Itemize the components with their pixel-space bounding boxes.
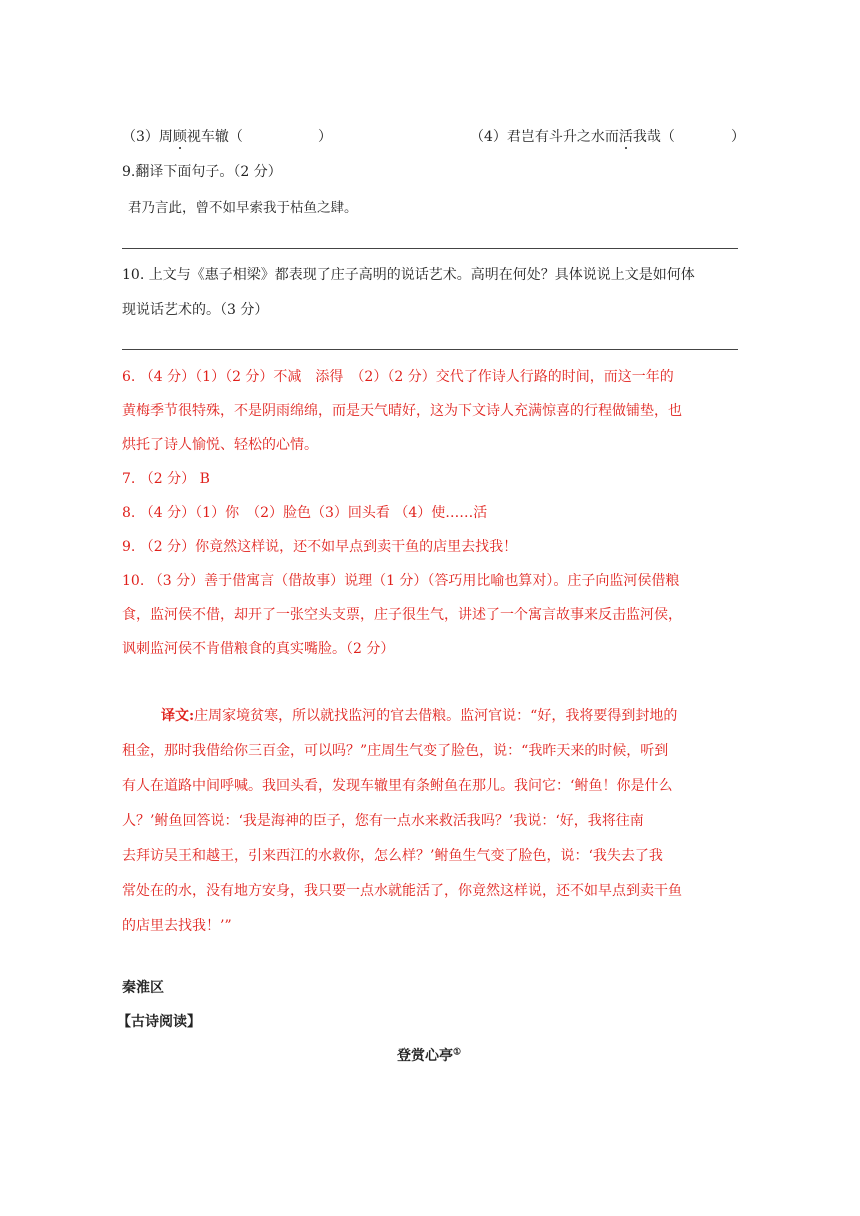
q8-4-dotted-char: 活 [618, 129, 633, 145]
answer-line-10 [122, 349, 738, 350]
poem-title-text: 登赏心亭 [397, 1048, 453, 1064]
translation-line-5: 去拜访吴王和越王，引来西江的水救你，怎么样？’鲋鱼生气变了脸色，说：‘我失去了我 [122, 848, 663, 864]
question-8-3 [122, 128, 243, 146]
q8-4-text-post: 我哉（ [632, 129, 675, 145]
poem-title [397, 1047, 461, 1065]
footnote-mark: ① [453, 1047, 462, 1058]
answer-6-line-3: 烘托了诗人愉悦、轻松的心情。 [122, 437, 318, 453]
translation-text-1: 庄周家境贫寒，所以就找监河的官去借粮。监河官说：“好，我将要得到封地的 [194, 708, 678, 724]
q8-3-dotted-char: 顾 [172, 129, 187, 145]
translation-line-6: 常处在的水，没有地方安身，我只要一点水就能活了，你竟然这样说，还不如早点到卖干鱼 [122, 883, 682, 899]
answer-line-9 [122, 248, 738, 249]
answer-10-line-2: 食，监河侯不借，却开了一张空头支票，庄子很生气，讲述了一个寓言故事来反击监河侯， [122, 607, 682, 623]
answer-6-line-2: 黄梅季节很特殊，不是阴雨绵绵，而是天气晴好，这为下文诗人充满惊喜的行程做铺垫，也 [122, 403, 682, 419]
q8-4-close-paren: ） [731, 129, 745, 145]
q8-3-text-post: 视车辙（ [186, 129, 243, 145]
translation-line-4: 人？’鲋鱼回答说：‘我是海神的臣子，您有一点水来救活我吗？’我说：‘好，我将往南 [122, 813, 644, 829]
translation-line-1 [161, 707, 677, 725]
answer-6-line-1: 6. （4 分）（1）（2 分）不减 添得 （2）（2 分）交代了作诗人行路的时间，而这一年的 [122, 369, 674, 385]
question-9-title: 9.翻译下面句子。（2 分） [122, 164, 282, 180]
q8-3-text-pre: （3）周 [122, 129, 173, 145]
question-10-line-2: 现说话艺术的。（3 分） [122, 302, 269, 318]
translation-label: 译文: [161, 708, 195, 724]
answer-10-line-1: 10. （3 分）善于借寓言（借故事）说理（1 分）（答巧用比喻也算对）。庄子向监河侯借粮 [122, 573, 680, 589]
translation-line-2: 租金，那时我借给你三百金，可以吗？”庄周生气变了脸色，说：“我昨天来的时候，听到 [122, 743, 669, 759]
question-8-4 [470, 128, 675, 146]
answer-8: 8. （4 分）（1）你 （2）脸色（3）回头看 （4）使……活 [122, 505, 488, 521]
district-heading: 秦淮区 [122, 980, 164, 996]
section-heading: 【古诗阅读】 [117, 1014, 201, 1030]
answer-7: 7. （2 分） B [122, 471, 210, 487]
translation-line-3: 有人在道路中间呼喊。我回头看，发现车辙里有条鲋鱼在那儿。我问它：‘鲋鱼！你是什么 [122, 778, 673, 794]
question-10-line-1: 10. 上文与《惠子相梁》都表现了庄子高明的说话艺术。高明在何处？具体说说上文是如何体 [122, 267, 695, 283]
q8-3-close-paren: ） [318, 129, 332, 145]
translation-line-7: 的店里去找我！’” [122, 918, 232, 934]
answer-10-line-3: 讽刺监河侯不肯借粮食的真实嘴脸。（2 分） [122, 641, 395, 657]
q8-4-text-pre: （4）君岂有斗升之水而 [470, 129, 619, 145]
question-9-sentence: 君乃言此，曾不如早索我于枯鱼之肆。 [128, 200, 358, 216]
answer-9: 9. （2 分）你竟然这样说，还不如早点到卖干鱼的店里去找我！ [122, 539, 518, 555]
